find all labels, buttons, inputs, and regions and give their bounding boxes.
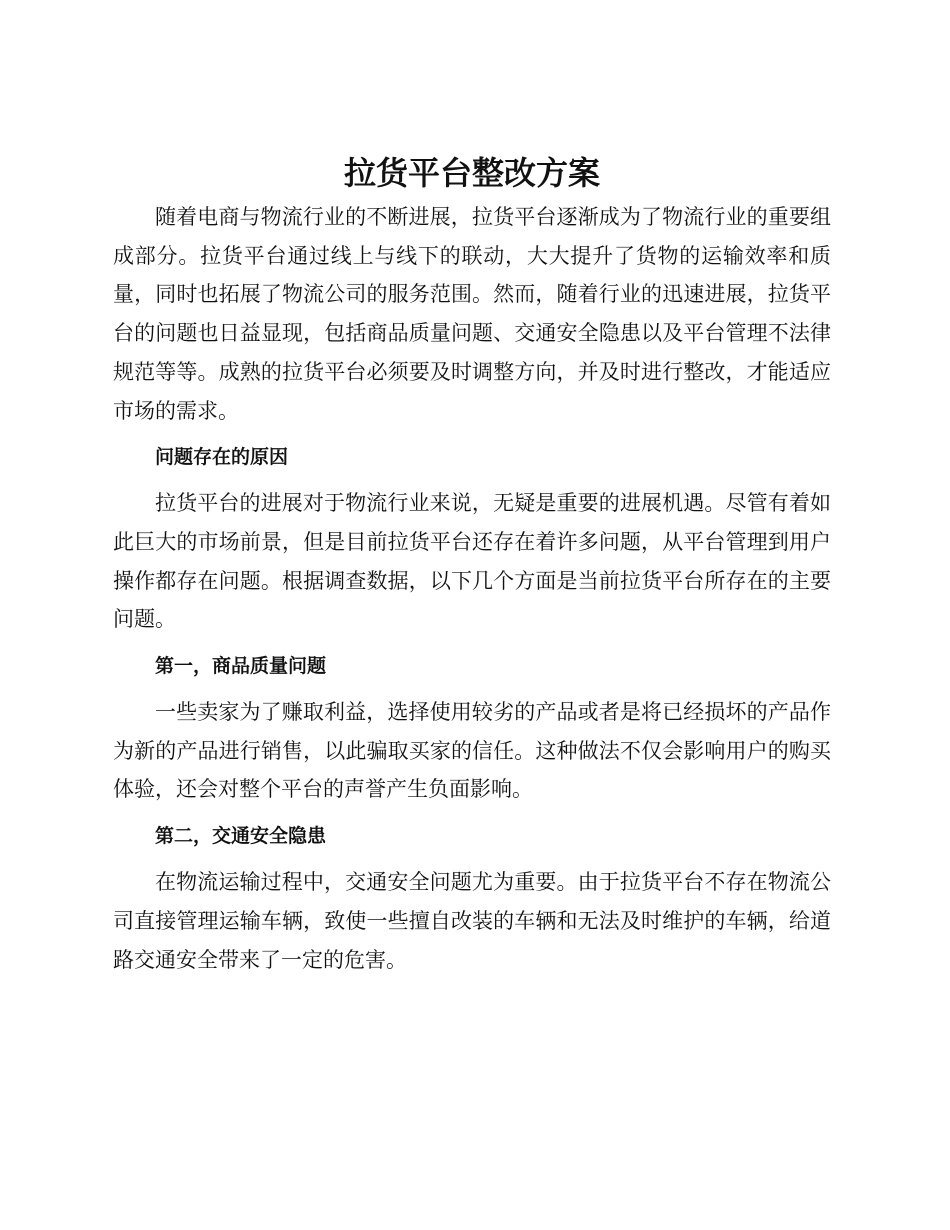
- section-paragraph-causes: 拉货平台的进展对于物流行业来说，无疑是重要的进展机遇。尽管有着如此巨大的市场前景，但是目前拉货平台还存在着许多问题，从平台管理到用户操作都存在问题。根据调查数据，以下几个方面是当前拉货平台所存在的主要问题。: [113, 491, 831, 632]
- document-title: 拉货平台整改方案: [343, 154, 600, 192]
- spacer: [113, 855, 831, 863]
- section-heading-traffic: 第二，交通安全隐患: [155, 825, 327, 848]
- section-heading-quality: 第一，商品质量问题: [155, 655, 327, 678]
- document-body: [113, 148, 831, 979]
- spacer: [113, 639, 831, 647]
- spacer: [113, 809, 831, 817]
- intro-paragraph: 随着电商与物流行业的不断进展，拉货平台逐渐成为了物流行业的重要组成部分。拉货平台通过线上与线下的联动，大大提升了货物的运输效率和质量，同时也拓展了物流公司的服务范围。然而，随着行业的迅速进展，拉货平台的问题也日益显现，包括商品质量问题、交通安全隐患以及平台管理不法律规范等等。成熟的拉货平台必须要及时调整方向，并及时进行整改，才能适应市场的需求。: [113, 205, 831, 423]
- spacer: [113, 685, 831, 693]
- section-heading-causes: 问题存在的原因: [155, 446, 289, 469]
- section-paragraph-traffic: 在物流运输过程中，交通安全问题尤为重要。由于拉货平台不存在物流公司直接管理运输车辆，致使一些擅自改装的车辆和无法及时维护的车辆，给道路交通安全带来了一定的危害。: [113, 870, 831, 972]
- section-paragraph-quality: 一些卖家为了赚取利益，选择使用较劣的产品或者是将已经损坏的产品作为新的产品进行销售，以此骗取买家的信任。这种做法不仅会影响用户的购买体验，还会对整个平台的声誉产生负面影响。: [113, 700, 831, 802]
- spacer: [113, 476, 831, 484]
- spacer: [113, 430, 831, 438]
